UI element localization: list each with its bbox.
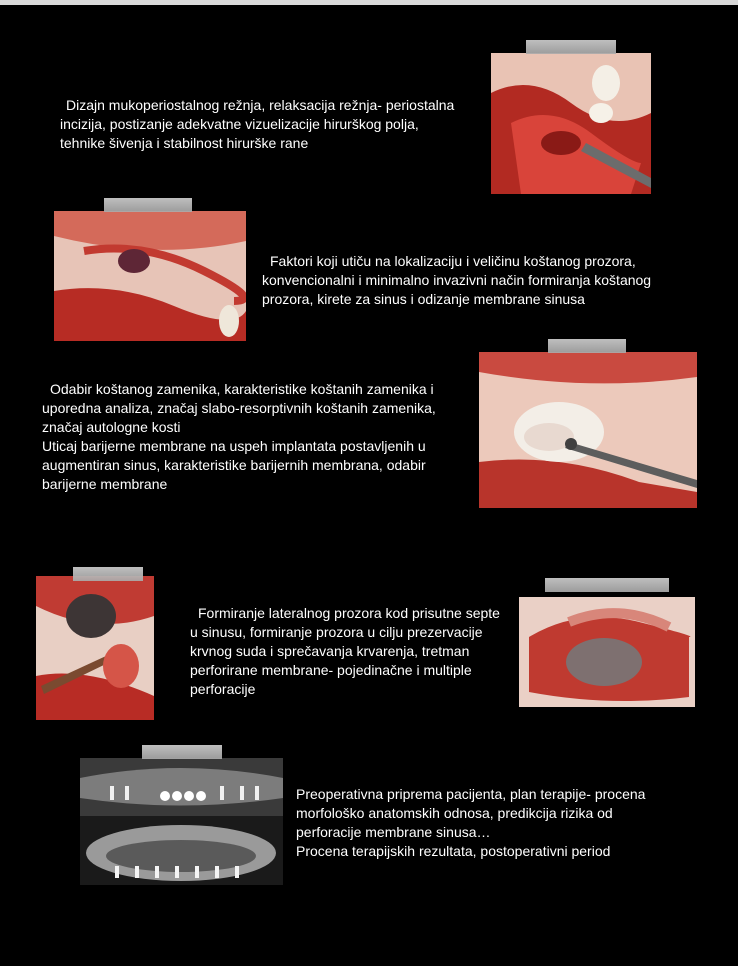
top-border xyxy=(0,0,738,5)
tape-strip xyxy=(73,567,143,581)
surgical-photo-window xyxy=(54,211,246,341)
surgical-photo-septum xyxy=(36,576,154,720)
surgical-photo-flap xyxy=(491,53,651,194)
surgical-photo-graft xyxy=(479,352,697,508)
text-block-preoperative: Preoperativna priprema pacijenta, plan terapije- procena morfološko anatomskih odnosa, predikcija rizika od perforacije membrane sinusa… Procena terapijskih rezultata, postoperativni period xyxy=(296,786,646,859)
tape-strip xyxy=(545,578,669,592)
text-block-lateral-window: Formiranje lateralnog prozora kod prisutne septe u sinusu, formiranje prozora u cilju prezervacije krvnog suda i sprečavanja krvarenja, tretman perforirane membrane- pojedinačne i multiple perforacije xyxy=(190,605,500,697)
tape-strip xyxy=(526,40,616,54)
tape-strip xyxy=(104,198,192,212)
tape-strip xyxy=(548,339,626,353)
surgical-photo-membrane xyxy=(519,597,695,707)
text-block-bony-window: Faktori koji utiču na lokalizaciju i veličinu koštanog prozora, konvencionalni i minimalno invazivni način formiranja koštanog prozora, kirete za sinus i odizanje membrane sinusa xyxy=(262,253,652,307)
tape-strip xyxy=(142,745,222,759)
text-block-bone-substitutes: Odabir koštanog zamenika, karakteristike koštanih zamenika i uporedna analiza, značaj slabo-resorptivnih koštanih zamenika, značaj autologne kosti Uticaj barijerne membrane na uspeh implantata postavljenih u augmentiran sinus, karakteristike barijernih membrana, odabir barijerne membrane xyxy=(42,381,436,492)
text-block-flap-design: Dizajn mukoperiostalnog režnja, relaksacija režnja- periostalna incizija, postizanje adekvatne vizuelizacije hirurškog polja, tehnike šivenja i stabilnost hirurške rane xyxy=(60,97,455,151)
cbct-scan-image xyxy=(80,758,283,885)
